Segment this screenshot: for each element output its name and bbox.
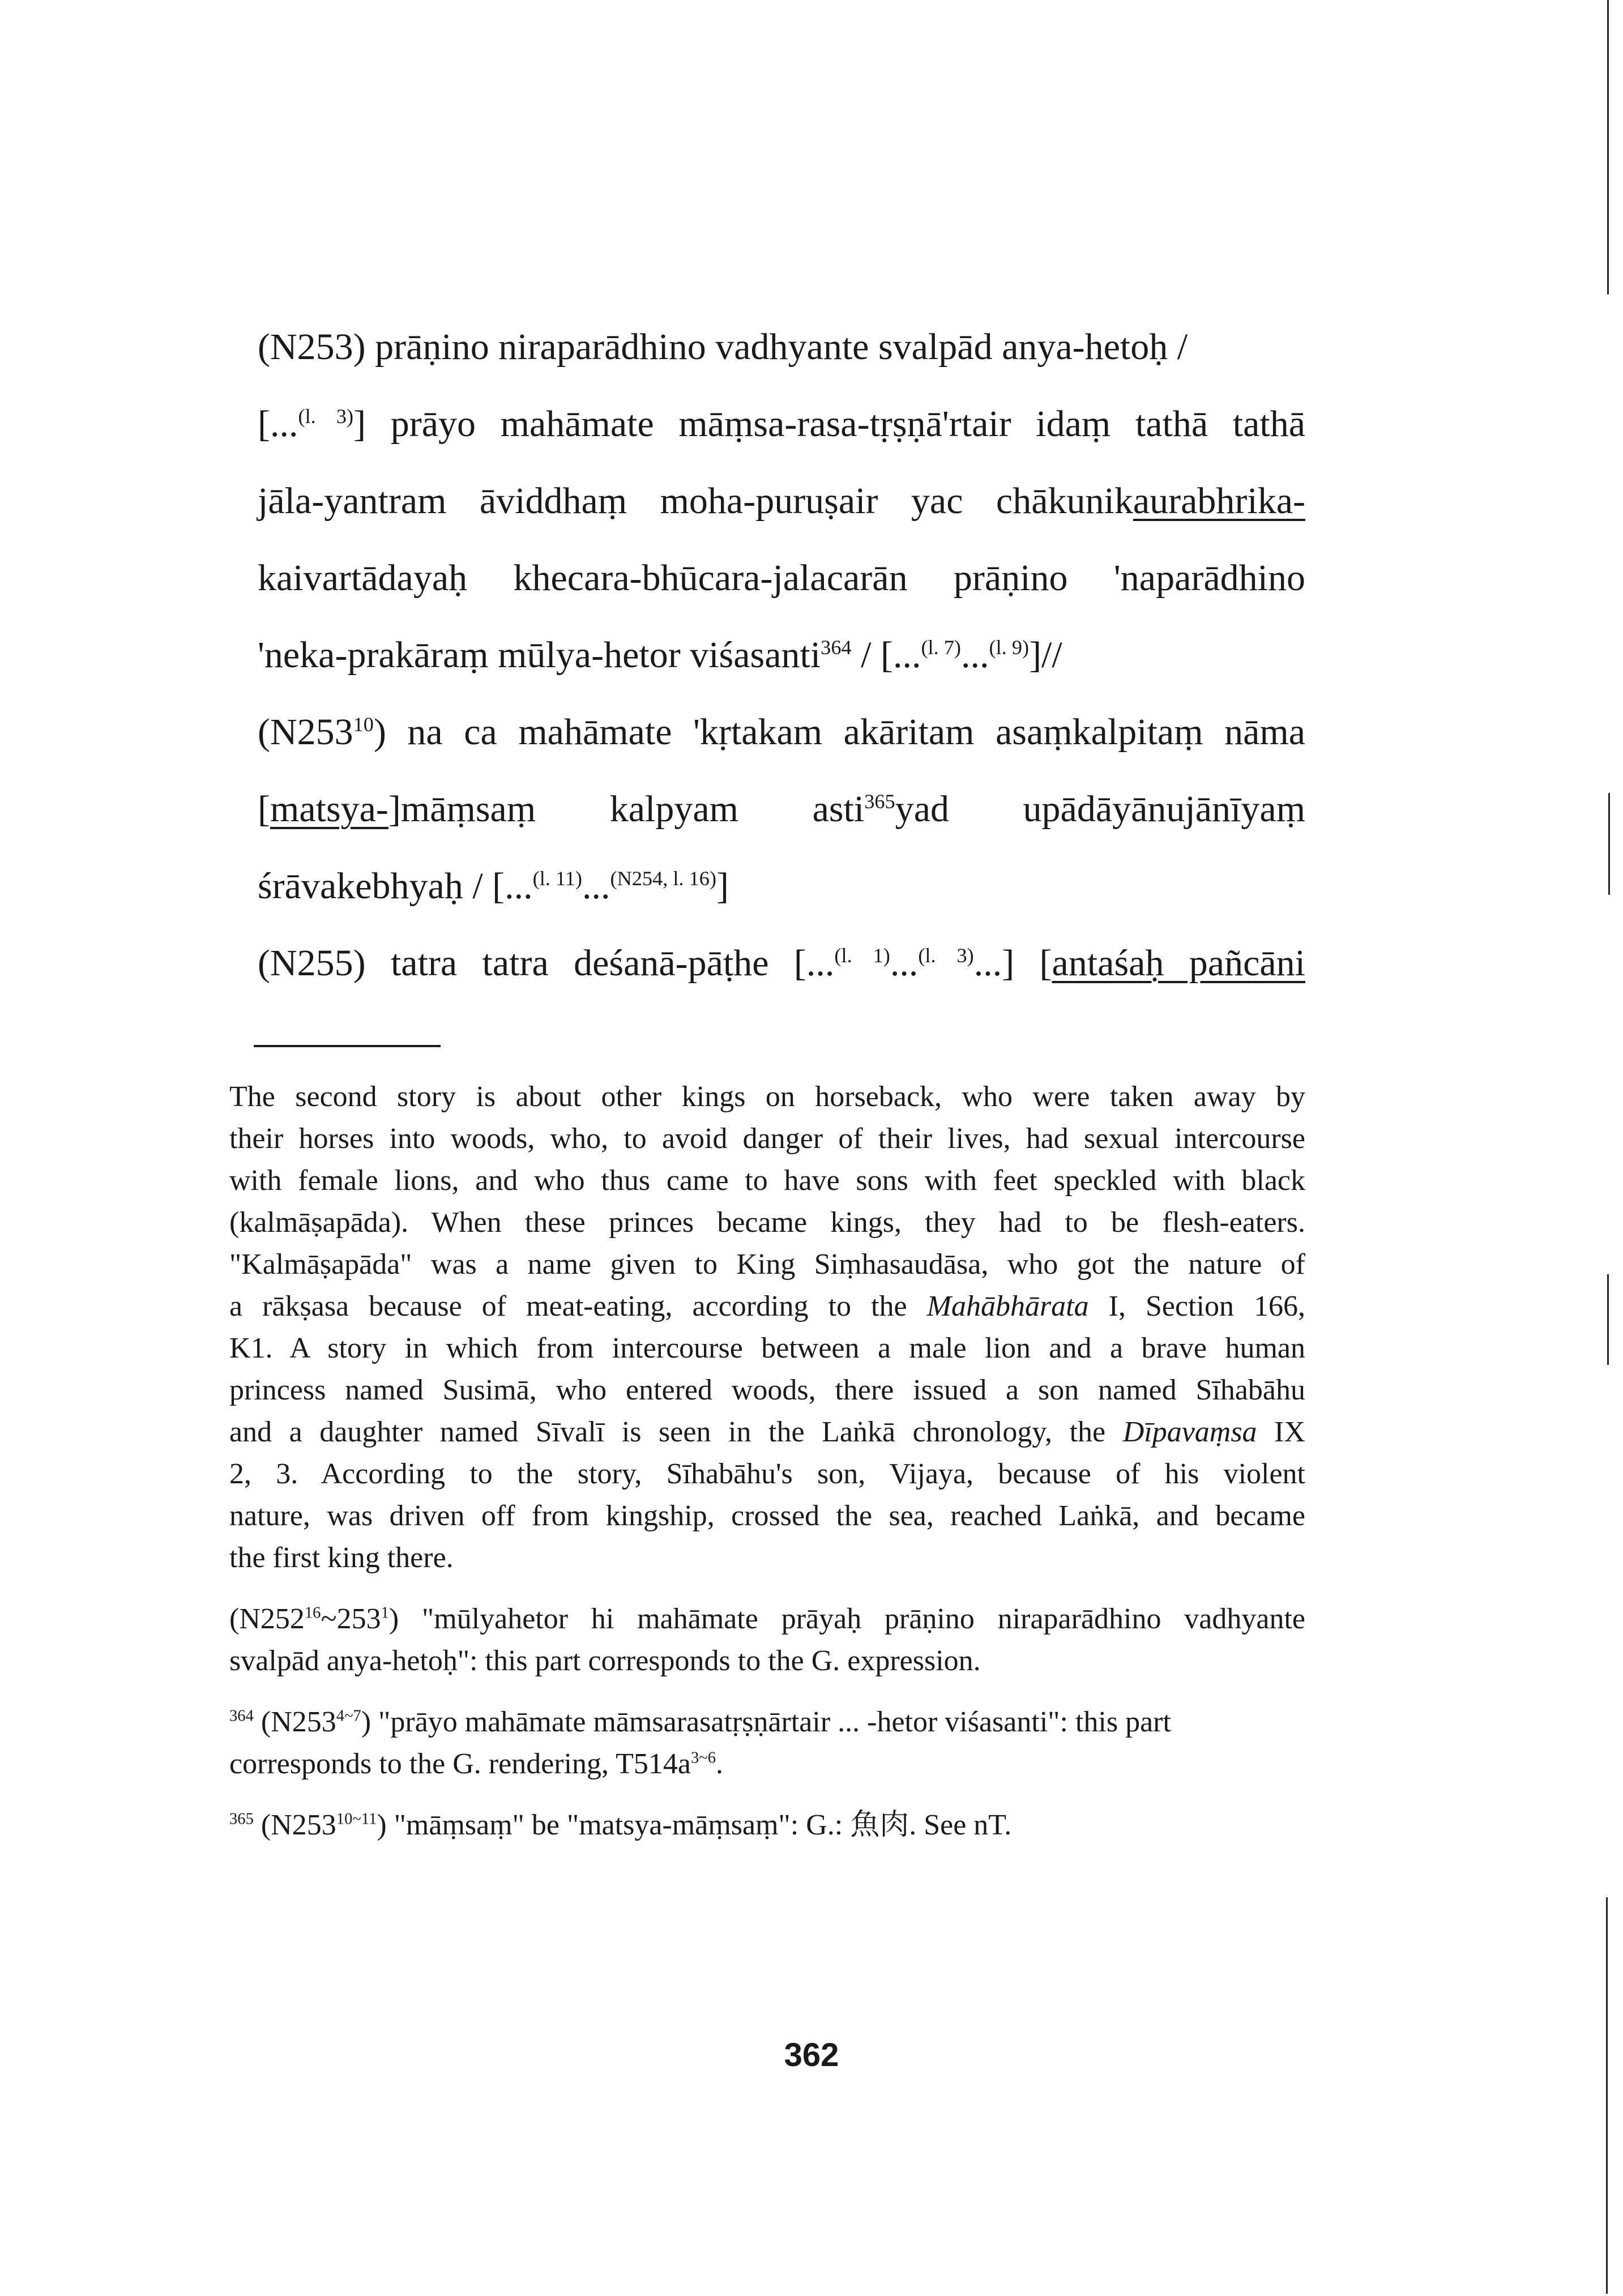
- main-line: [258, 540, 1305, 617]
- text-segment: ...: [890, 942, 919, 984]
- line-reference: (l. 3): [298, 405, 354, 428]
- main-line: [258, 771, 1305, 848]
- text-segment: / [...: [851, 634, 921, 676]
- text-segment: I, Section 166,: [1088, 1290, 1306, 1322]
- line-reference: (l. 1): [834, 944, 890, 967]
- text-segment: ) "prāyo mahāmate māmsarasatṛṣṇārtair ... -hetor viśasanti": this part: [361, 1706, 1171, 1738]
- text-segment: K1. A story in which from intercourse between a male lion and a brave human: [229, 1332, 1305, 1364]
- text-segment: the first king there.: [229, 1542, 454, 1574]
- main-text-block: [258, 309, 1305, 1002]
- text-group: [813, 788, 949, 830]
- footnote-line: [229, 1701, 1305, 1743]
- text-segment: 2, 3. According to the story, Sīhabāhu's son, Vijaya, because of his violent: [229, 1458, 1305, 1490]
- text-segment: śrāvakebhyaḥ / [...: [258, 865, 533, 907]
- main-line: [258, 463, 1305, 540]
- line-reference: (l. 9): [989, 636, 1030, 659]
- scan-edge-line: [1608, 793, 1610, 895]
- line-reference: 3~6: [690, 1749, 716, 1767]
- text-segment: ]māṃsaṃ: [388, 788, 536, 830]
- footnote-line: [229, 1640, 1305, 1682]
- text-segment: ) "māṃsaṃ" be "matsya-māṃsaṃ": G.: 魚肉. See nT.: [377, 1809, 1012, 1841]
- footnote-separator: [254, 1045, 441, 1047]
- footnote-marker: 364: [821, 636, 852, 659]
- text-segment: ] prāyo mahāmate māṃsa-rasa-tṛṣṇā'rtair idaṃ tathā tathā: [353, 403, 1305, 445]
- line-reference: (l. 3): [918, 944, 974, 967]
- text-segment: ) "mūlyahetor hi mahāmate prāyaḥ prāṇino niraparādhino vadhyante: [388, 1603, 1305, 1635]
- footnote-line: [229, 1804, 1305, 1846]
- line-reference: (l. 11): [532, 867, 583, 890]
- text-segment: upādāyānujānīyaṃ: [1023, 788, 1306, 830]
- footnote-line: [229, 1453, 1305, 1495]
- scan-edge-line: [1607, 1274, 1609, 1365]
- footnotes-block: [229, 1076, 1305, 1846]
- footnote-marker: 365: [864, 790, 895, 813]
- line-reference: (N254, l. 16): [610, 867, 717, 890]
- page-number: 362: [784, 2037, 839, 2073]
- text-segment: kaivartādayaḥ khecara-bhūcara-jalacarān prāṇino 'naparādhino: [258, 557, 1305, 599]
- text-segment: ...: [961, 634, 989, 676]
- footnote-line: [229, 1598, 1305, 1640]
- line-reference: 16: [304, 1604, 321, 1622]
- underlined-text: antaśaḥ pañcāni: [1052, 942, 1305, 984]
- text-segment: ) na ca mahāmate 'kṛtakam akāritam asaṃkalpitaṃ nāma: [373, 711, 1305, 753]
- text-segment: ...: [582, 865, 610, 907]
- footnote-number: 365: [229, 1810, 254, 1828]
- main-line: [258, 848, 1305, 925]
- italic-title: Mahābhārata: [926, 1290, 1089, 1322]
- spacer: [229, 1785, 1305, 1804]
- text-segment: 'neka-prakāraṃ mūlya-hetor viśasanti: [258, 634, 821, 676]
- text-segment: "Kalmāṣapāda" was a name given to King Siṃhasaudāsa, who got the nature of: [229, 1248, 1305, 1281]
- footnote-line: [229, 1537, 1305, 1579]
- footnote-line: [229, 1202, 1305, 1244]
- text-segment: (N253: [253, 1809, 336, 1841]
- footnote-line: [229, 1118, 1305, 1160]
- text-segment: ]//: [1029, 634, 1062, 676]
- line-reference: 10~11: [336, 1810, 377, 1828]
- footnote-line: [229, 1286, 1305, 1328]
- line-reference: 10: [353, 713, 374, 736]
- main-line: [258, 617, 1305, 694]
- text-segment: ~253: [321, 1603, 381, 1635]
- text-segment: .: [716, 1748, 724, 1780]
- footnote-line: [229, 1495, 1305, 1537]
- footnote-line: [229, 1743, 1305, 1785]
- footnote-line: [229, 1411, 1305, 1453]
- footnote-line: [229, 1076, 1305, 1118]
- spacer: [229, 1579, 1305, 1598]
- text-segment: corresponds to the G. rendering, T514a: [229, 1748, 691, 1780]
- line-reference: 1: [381, 1604, 389, 1622]
- text-segment: ]: [716, 865, 729, 907]
- main-line: [258, 386, 1305, 463]
- text-segment: [: [258, 788, 270, 830]
- text-segment: ...] [: [973, 942, 1052, 984]
- text-segment: a rākṣasa because of meat-eating, according to the: [229, 1290, 927, 1322]
- line-reference: 4~7: [336, 1707, 361, 1725]
- text-segment: and a daughter named Sīvalī is seen in the Laṅkā chronology, the: [229, 1416, 1123, 1448]
- text-segment: The second story is about other kings on horseback, who were taken away by: [229, 1081, 1305, 1113]
- text-segment: princess named Susimā, who entered woods, there issued a son named Sīhabāhu: [229, 1374, 1305, 1406]
- italic-title: Dīpavaṃsa: [1122, 1416, 1257, 1448]
- text-segment: [...: [258, 403, 298, 445]
- text-segment: (N253) prāṇino niraparādhino vadhyante svalpād anya-hetoḥ /: [258, 326, 1188, 368]
- line-reference: (l. 7): [921, 636, 962, 659]
- text-segment: asti: [812, 788, 865, 830]
- text-segment: svalpād anya-hetoḥ": this part corresponds to the G. expression.: [229, 1645, 981, 1677]
- footnote-line: [229, 1328, 1305, 1369]
- footnote-line: [229, 1244, 1305, 1286]
- scan-edge-line: [1607, 0, 1609, 295]
- text-segment: (N253: [258, 711, 353, 753]
- underlined-text: matsya-: [270, 788, 388, 830]
- text-segment: (N252: [229, 1603, 305, 1635]
- text-group: [258, 788, 536, 830]
- text-segment: (N253: [253, 1706, 336, 1738]
- scan-edge-line: [1606, 1897, 1608, 2294]
- footnote-number: 364: [229, 1707, 254, 1725]
- text-segment: kalpyam: [609, 788, 739, 830]
- footnote-line: [229, 1369, 1305, 1411]
- underlined-text: aurabhrika-: [1133, 480, 1305, 522]
- text-segment: with female lions, and who thus came to have sons with feet speckled with black: [229, 1164, 1305, 1197]
- text-segment: jāla-yantram āviddhaṃ moha-puruṣair yac chākunik: [258, 480, 1133, 522]
- text-segment: IX: [1257, 1416, 1305, 1448]
- main-line: [258, 309, 1305, 386]
- main-line: [258, 925, 1305, 1002]
- text-segment: their horses into woods, who, to avoid danger of their lives, had sexual intercourse: [229, 1123, 1305, 1155]
- spacer: [229, 1682, 1305, 1701]
- text-segment: (kalmāṣapāda). When these princes became kings, they had to be flesh-eaters.: [229, 1206, 1305, 1239]
- main-line: [258, 694, 1305, 771]
- text-segment: yad: [895, 788, 949, 830]
- text-segment: (N255) tatra tatra deśanā-pāṭhe [...: [258, 942, 835, 984]
- footnote-line: [229, 1160, 1305, 1202]
- text-segment: nature, was driven off from kingship, crossed the sea, reached Laṅkā, and became: [229, 1500, 1305, 1532]
